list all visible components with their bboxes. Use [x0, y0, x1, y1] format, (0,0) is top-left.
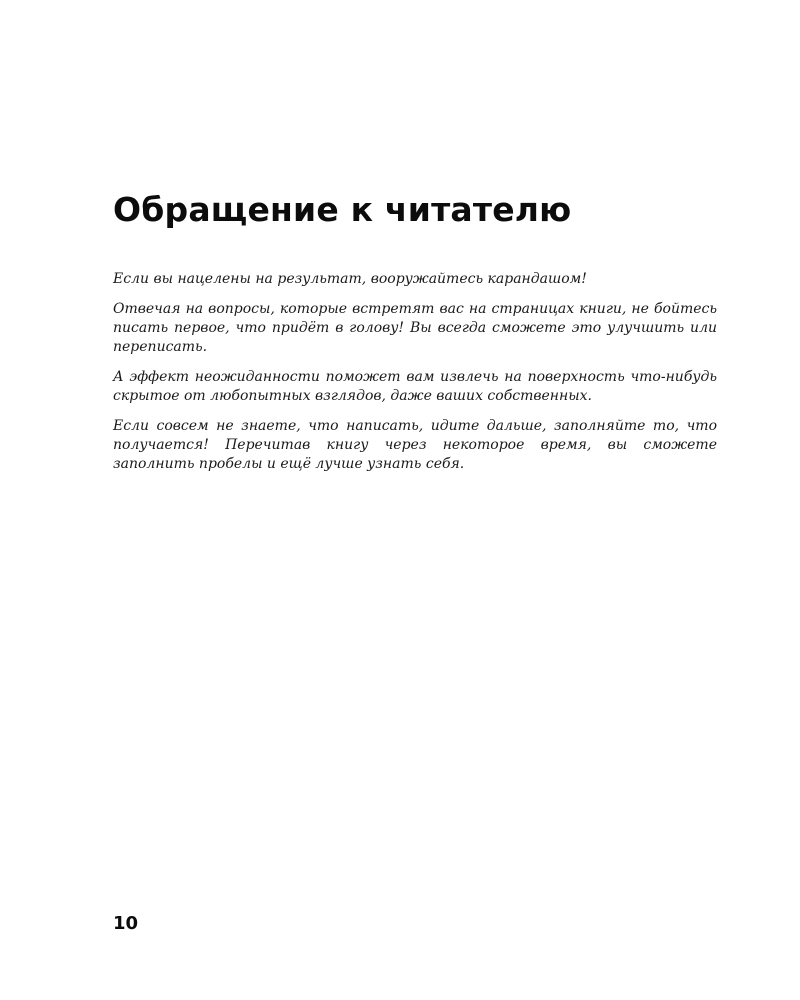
paragraph-4: Если совсем не знаете, что написать, идите дальше, заполняйте то, что получается! Перечитав книгу через некоторое время, вы сможете заполнить пробелы и ещё лучше узнать себя.: [113, 418, 717, 472]
body-text: [113, 270, 717, 485]
page-number: 10: [113, 913, 139, 934]
paragraph-1: Если вы нацелены на результат, вооружайтесь карандашом!: [113, 271, 587, 287]
paragraph-3: А эффект неожиданности поможет вам извлечь на поверхность что-нибудь скрытое от любопытных взглядов, даже ваших собственных.: [113, 369, 717, 404]
page-title: Обращение к читателю: [113, 190, 572, 229]
paragraph-2: Отвечая на вопросы, которые встретят вас на страницах книги, не бойтесь писать первое, что придёт в голову! Вы всегда сможете это улучшить или переписать.: [113, 301, 717, 355]
